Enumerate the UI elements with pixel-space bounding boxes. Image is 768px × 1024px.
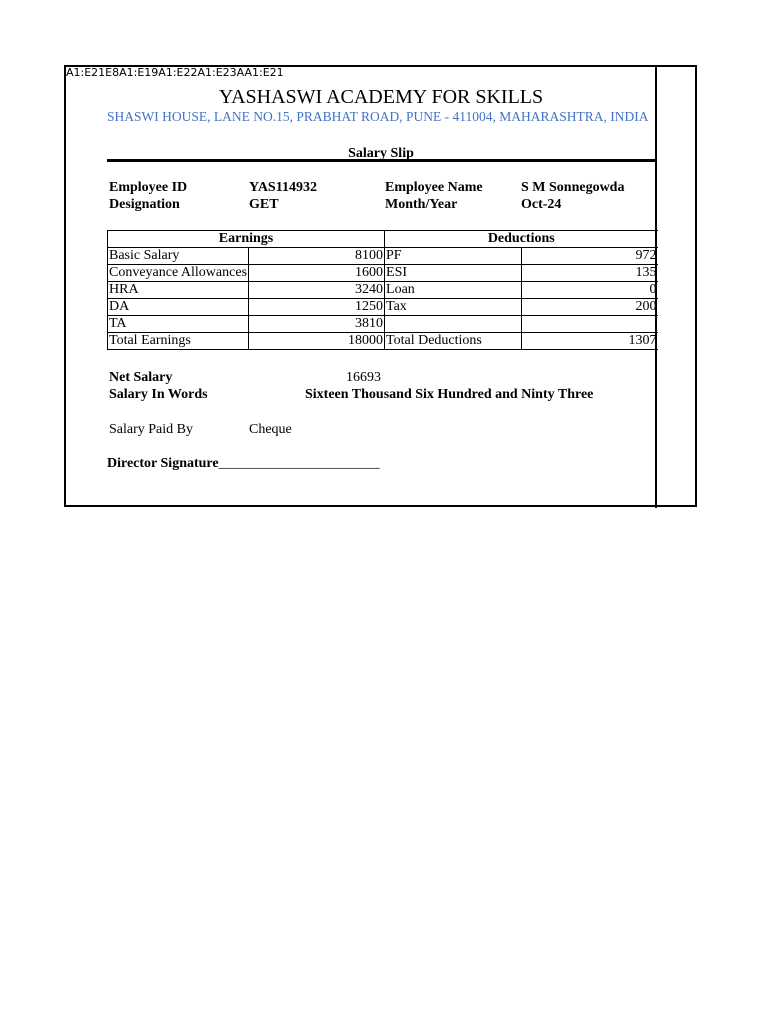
total-deductions-value: 1307 [522, 333, 658, 350]
month-year-label: Month/Year [385, 197, 458, 212]
employee-name-value: S M Sonnegowda [521, 180, 625, 195]
table-row [108, 299, 658, 316]
earning-amount: 1250 [249, 299, 385, 316]
table-row [108, 316, 658, 333]
earning-name: HRA [108, 282, 249, 299]
table-row [108, 248, 658, 265]
company-name: YASHASWI ACADEMY FOR SKILLS [218, 86, 544, 108]
salary-paid-by-label: Salary Paid By [109, 422, 193, 437]
company-address: SHASWI HOUSE, LANE NO.15, PRABHAT ROAD, PUNE - 411004, MAHARASHTRA, INDIA [107, 109, 649, 124]
month-year-value: Oct-24 [521, 197, 562, 212]
table-row [108, 265, 658, 282]
earning-name: DA [108, 299, 249, 316]
salary-in-words-label: Salary In Words [109, 387, 208, 402]
deduction-name: PF [385, 248, 522, 265]
cell-range-label: A1:E21E8A1:E19A1:E22A1:E23AA1:E21 [66, 66, 284, 79]
earning-name: Basic Salary [108, 248, 249, 265]
signature-line: _______________________ [218, 456, 380, 471]
deduction-amount [522, 316, 658, 333]
designation-label: Designation [109, 197, 180, 212]
earning-amount: 1600 [249, 265, 385, 282]
employee-name-label: Employee Name [385, 180, 483, 195]
table-header-row [108, 231, 658, 248]
table-row [108, 282, 658, 299]
employee-id-value: YAS114932 [249, 180, 317, 195]
employee-id-label: Employee ID [109, 180, 188, 195]
deduction-amount: 135 [522, 265, 658, 282]
earning-amount: 3240 [249, 282, 385, 299]
designation-value: GET [249, 197, 279, 212]
salary-paid-by-value: Cheque [249, 422, 292, 437]
net-salary-value: 16693 [346, 370, 381, 385]
slip-title: Salary Slip [348, 146, 414, 161]
earning-name: TA [108, 316, 249, 333]
title-divider [107, 159, 656, 162]
earning-amount: 3810 [249, 316, 385, 333]
director-signature [107, 455, 380, 472]
salary-table [107, 230, 658, 350]
deduction-name: Tax [385, 299, 522, 316]
deductions-header: Deductions [385, 231, 658, 248]
total-earnings-value: 18000 [249, 333, 385, 350]
deduction-amount: 972 [522, 248, 658, 265]
total-earnings-label: Total Earnings [108, 333, 249, 350]
director-signature-label: Director Signature [107, 456, 219, 471]
net-salary-label: Net Salary [109, 370, 173, 385]
deduction-name: ESI [385, 265, 522, 282]
deduction-name: Loan [385, 282, 522, 299]
deduction-amount: 200 [522, 299, 658, 316]
total-deductions-label: Total Deductions [385, 333, 522, 350]
earnings-header: Earnings [108, 231, 385, 248]
deduction-amount: 0 [522, 282, 658, 299]
totals-row [108, 333, 658, 350]
earning-amount: 8100 [249, 248, 385, 265]
salary-in-words-value: Sixteen Thousand Six Hundred and Ninty Three [305, 387, 594, 402]
deduction-name [385, 316, 522, 333]
earning-name: Conveyance Allowances [109, 265, 248, 280]
